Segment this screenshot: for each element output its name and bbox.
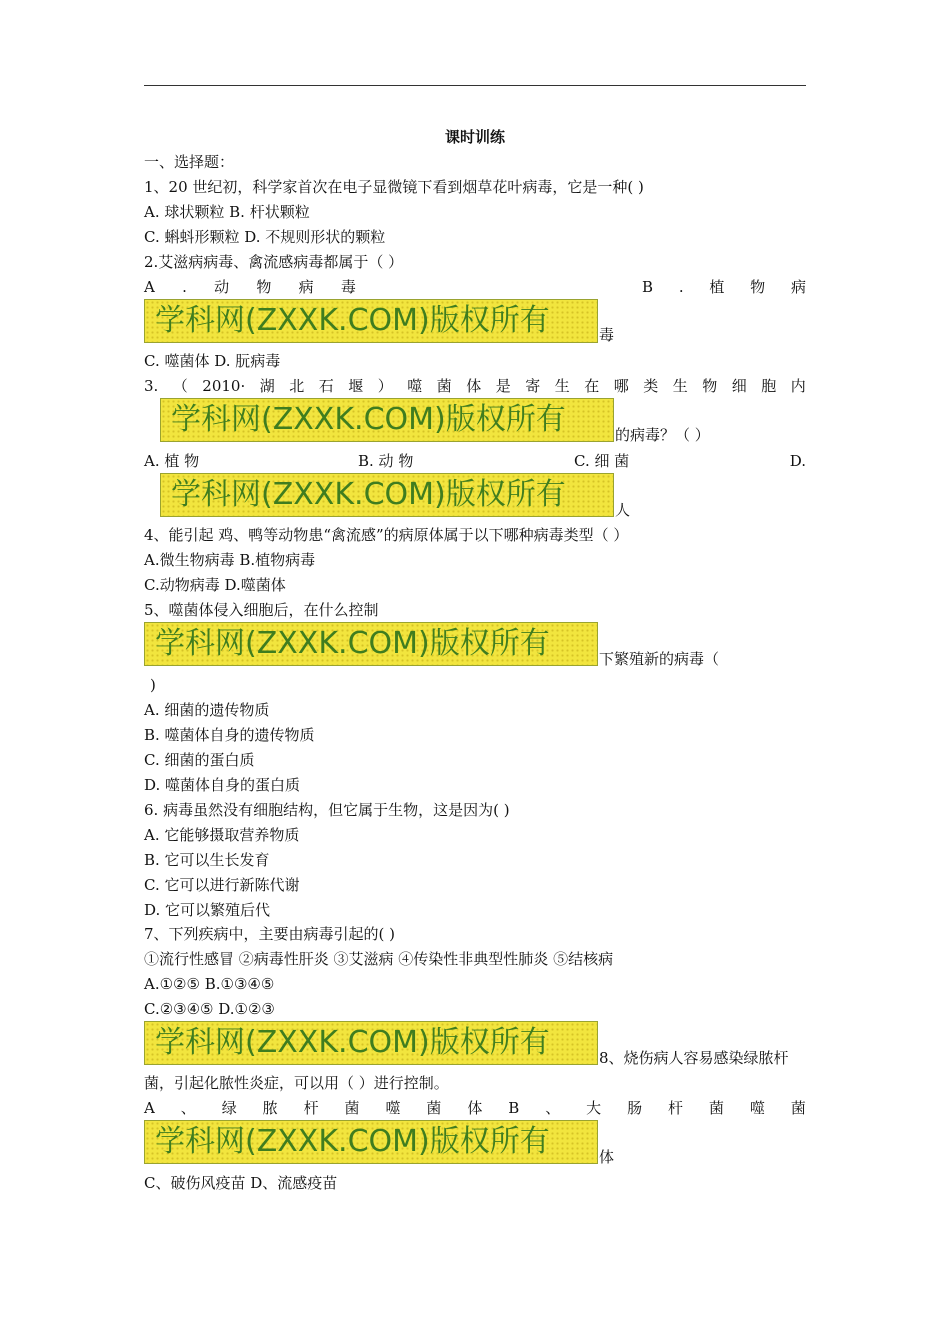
q3-stem-part: 体: [466, 377, 482, 395]
q3-stem-part: 湖: [259, 377, 275, 395]
q3-stem-part: 内: [790, 377, 806, 395]
q3-stem-part: 在: [584, 377, 600, 395]
q3-stem-part: ）: [377, 377, 393, 395]
q8-option-char: 杆: [303, 1099, 319, 1117]
q3-option-d: D.: [789, 452, 806, 470]
q2-option-b-char: 病: [790, 278, 806, 296]
watermark-banner: 学科网(ZXXK.COM)版权所有: [144, 299, 598, 343]
watermark-banner: 学科网(ZXXK.COM)版权所有: [160, 473, 614, 517]
q3-stem-part: 北: [289, 377, 305, 395]
q8-option-char: 、: [180, 1099, 196, 1117]
q2-option-a-char: 病: [298, 278, 314, 296]
q8-option-b-tail: 体: [599, 1148, 615, 1166]
q2-option-b-char: 物: [750, 278, 766, 296]
q3-stem-part: 石: [318, 377, 334, 395]
q1-options-ab: A. 球状颗粒 B. 杆状颗粒: [144, 203, 310, 221]
q6-option-a: A. 它能够摄取营养物质: [144, 826, 300, 844]
q8-option-char: A: [144, 1099, 155, 1117]
q3-stem-part: 生: [554, 377, 570, 395]
q2-option-a: [144, 277, 356, 297]
q8-option-char: 大: [586, 1099, 602, 1117]
q8-options-cd: C、破伤风疫苗 D、流感疫苗: [144, 1174, 338, 1192]
q6-option-c: C. 它可以进行新陈代谢: [144, 876, 300, 894]
q2-option-a-char: 物: [256, 278, 272, 296]
q8-option-char: 菌: [790, 1099, 806, 1117]
page-title: 课时训练: [444, 128, 505, 146]
q3-stem-part: 堰: [348, 377, 364, 395]
q6-stem: 6. 病毒虽然没有细胞结构，但它属于生物，这是因为( ): [144, 801, 510, 819]
q4-options-cd: C.动物病毒 D.噬菌体: [144, 576, 286, 594]
q2-options-cd: C. 噬菌体 D. 朊病毒: [144, 352, 281, 370]
q2-option-a-char: 动: [214, 278, 230, 296]
q3-option-b: B. 动 物: [358, 452, 414, 470]
watermark-banner: 学科网(ZXXK.COM)版权所有: [144, 1021, 598, 1065]
q1-stem: 1、20 世纪初，科学家首次在电子显微镜下看到烟草花叶病毒，它是一种( ): [144, 178, 644, 196]
watermark-banner: 学科网(ZXXK.COM)版权所有: [160, 398, 614, 442]
q3-stem-part: 3.: [144, 377, 159, 395]
q3-stem-part: 物: [702, 377, 718, 395]
q3-stem-part: 菌: [436, 377, 452, 395]
q3-option-a: A. 植 物: [144, 452, 200, 470]
q8-option-char: B: [508, 1099, 520, 1117]
q2-option-b-tail: 毒: [599, 326, 615, 344]
q2-option-b-char: .: [678, 278, 684, 296]
q5-option-b: B. 噬菌体自身的遗传物质: [144, 726, 315, 744]
q6-option-d: D. 它可以繁殖后代: [144, 901, 271, 919]
q8-option-char: 菌: [708, 1099, 724, 1117]
q8-option-char: 杆: [668, 1099, 684, 1117]
q8-options-ab: [144, 1098, 806, 1118]
section-heading: 一、选择题：: [144, 153, 235, 171]
q5-stem-tail: 下繁殖新的病毒（: [599, 650, 720, 668]
q2-option-b-char: 植: [709, 278, 725, 296]
q4-stem: 4、能引起 鸡、鸭等动物患“禽流感”的病原体属于以下哪种病毒类型（ ）: [144, 526, 629, 544]
q3-stem-part: 是: [495, 377, 511, 395]
q3-stem: [144, 376, 806, 396]
q8-option-char: 体: [467, 1099, 483, 1117]
q8-option-char: 绿: [221, 1099, 237, 1117]
q8-stem: 8、烧伤病人容易感染绿脓杆: [599, 1049, 789, 1067]
q8-option-char: 脓: [262, 1099, 278, 1117]
q5-option-c: C. 细菌的蛋白质: [144, 751, 255, 769]
q8-option-char: 菌: [344, 1099, 360, 1117]
q5-stem: 5、噬菌体侵入细胞后，在什么控制: [144, 601, 379, 619]
q2-option-a-char: A: [144, 278, 155, 296]
q3-stem-part: 哪: [613, 377, 629, 395]
q3-stem-part: 胞: [761, 377, 777, 395]
q2-option-b: [642, 277, 806, 297]
q2-option-b-char: B: [642, 278, 654, 296]
q8-option-char: 肠: [627, 1099, 643, 1117]
q3-option-d-tail: 人: [615, 501, 631, 519]
q2-stem: 2.艾滋病病毒、禽流感病毒都属于（ ）: [144, 253, 404, 271]
q3-stem-part: 寄: [525, 377, 541, 395]
q5-option-d: D. 噬菌体自身的蛋白质: [144, 776, 301, 794]
header-rule: [144, 85, 806, 86]
q3-stem-part: （: [172, 377, 188, 395]
q3-stem-part: 细: [731, 377, 747, 395]
q7-options-ab: A.①②⑤ B.①③④⑤: [144, 975, 275, 993]
q3-stem-part: 生: [672, 377, 688, 395]
q3-stem-part: 噬: [407, 377, 423, 395]
watermark-banner: 学科网(ZXXK.COM)版权所有: [144, 622, 598, 666]
q5-option-a: A. 细菌的遗传物质: [144, 701, 270, 719]
q5-stem-close: ): [150, 676, 156, 694]
q7-stem: 7、下列疾病中，主要由病毒引起的( ): [144, 925, 396, 943]
q8-stem-continued: 菌，引起化脓性炎症，可以用（ ）进行控制。: [144, 1074, 449, 1092]
q8-option-char: 、: [545, 1099, 561, 1117]
q3-stem-part: 类: [643, 377, 659, 395]
q3-stem-tail: 的病毒？（ ）: [615, 426, 710, 444]
q3-stem-part: 2010·: [202, 377, 246, 395]
q2-option-a-char: 毒: [340, 278, 356, 296]
q3-option-c: C. 细 菌: [574, 452, 630, 470]
q7-options-cd: C.②③④⑤ D.①②③: [144, 1000, 275, 1018]
q6-option-b: B. 它可以生长发育: [144, 851, 270, 869]
q4-options-ab: A.微生物病毒 B.植物病毒: [144, 551, 316, 569]
watermark-banner: 学科网(ZXXK.COM)版权所有: [144, 1120, 598, 1164]
q8-option-char: 噬: [749, 1099, 765, 1117]
q8-option-char: 菌: [426, 1099, 442, 1117]
q7-items: ①流行性感冒 ②病毒性肝炎 ③艾滋病 ④传染性非典型性肺炎 ⑤结核病: [144, 950, 614, 968]
q1-options-cd: C. 蝌蚪形颗粒 D. 不规则形状的颗粒: [144, 228, 386, 246]
q2-option-a-char: .: [182, 278, 187, 296]
q8-option-char: 噬: [385, 1099, 401, 1117]
